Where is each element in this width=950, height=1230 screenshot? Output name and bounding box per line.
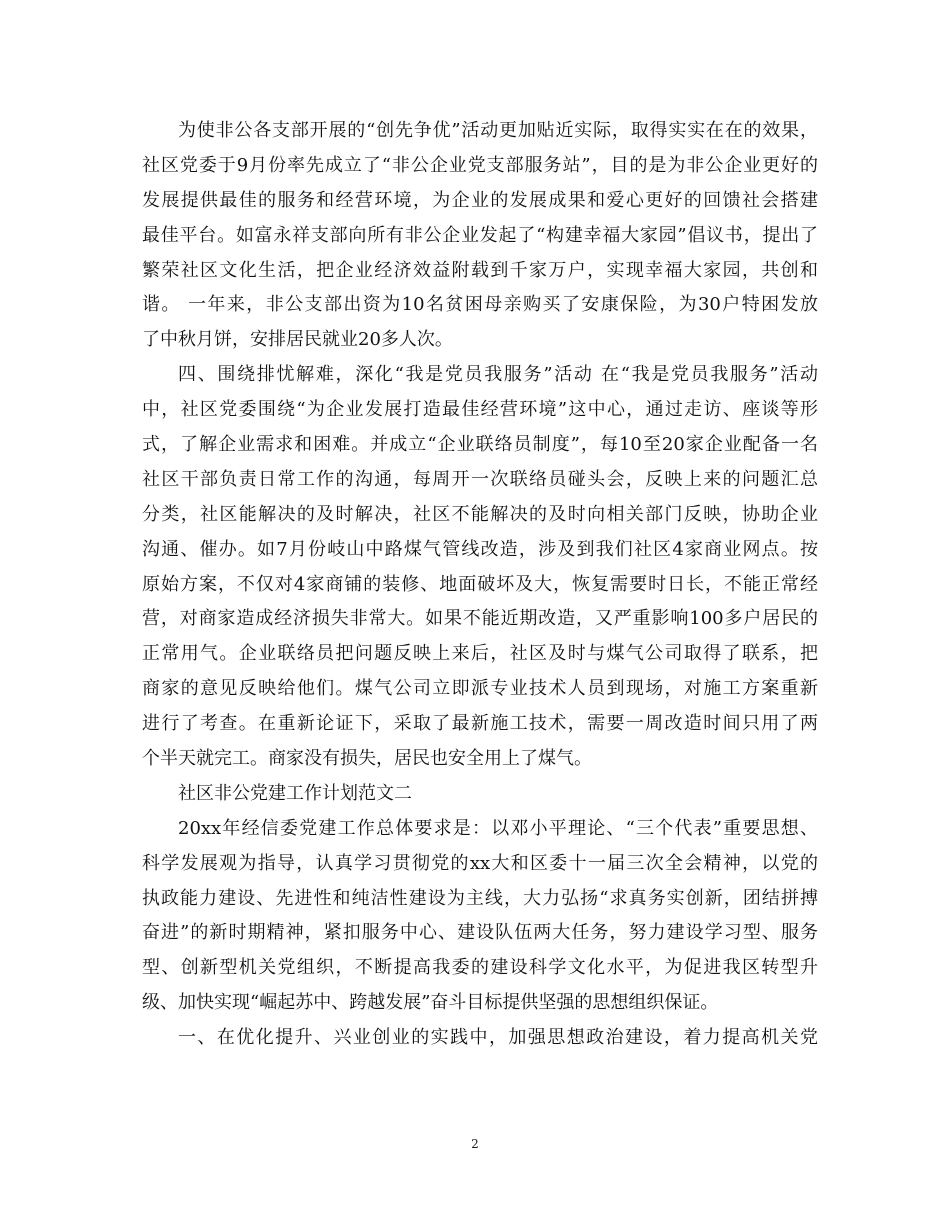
text-line: 四、围绕排忧解难，深化“我是党员我服务”活动 在“我是党员我服务”活动	[178, 364, 818, 386]
text-line: 分类，社区能解决的及时解决，社区不能解决的及时向相关部门反映，协助企业	[142, 503, 818, 525]
text-line: 进行了考查。在重新论证下，采取了最新施工技术，需要一周改造时间只用了两	[142, 713, 818, 735]
text-line: 一、在优化提升、兴业创业的实践中，加强思想政治建设，着力提高机关党	[178, 1027, 818, 1049]
text-line: 沟通、催办。如7月份岐山中路煤气管线改造，涉及到我们社区4家商业网点。按	[142, 538, 818, 560]
text-line: 社区干部负责日常工作的沟通，每周开一次联络员碰头会，反映上来的问题汇总	[142, 468, 818, 490]
text-line: 级、加快实现“崛起苏中、跨越发展”奋斗目标提供坚强的思想组织保证。	[142, 992, 719, 1014]
text-line: 繁荣社区文化生活，把企业经济效益附载到千家万户，实现幸福大家园，共创和	[142, 259, 818, 281]
text-line: 为使非公各支部开展的“创先争优”活动更加贴近实际，取得实实在在的效果，	[178, 120, 818, 141]
text-line: 社区党委于9月份率先成立了“非公企业党支部服务站”，目的是为非公企业更好的	[142, 154, 818, 176]
page-number: 2	[471, 1137, 479, 1151]
text-line: 奋进”的新时期精神，紧扣服务中心、建设队伍两大任务，努力建设学习型、服务	[142, 922, 818, 944]
text-line: 个半天就完工。商家没有损失，居民也安全用上了煤气。	[142, 748, 592, 770]
text-line: 20xx年经信委党建工作总体要求是：以邓小平理论、“三个代表”重要思想、	[178, 817, 818, 839]
text-line: 谐。 一年来，非公支部出资为10名贫困母亲购买了安康保险，为30户特困发放	[142, 294, 818, 316]
text-line: 营，对商家造成经济损失非常大。如果不能近期改造，又严重影响100多户居民的	[142, 608, 818, 630]
text-line: 执政能力建设、先进性和纯洁性建设为主线，大力弘扬“求真务实创新，团结拼搏	[142, 887, 818, 909]
text-line: 科学发展观为指导，认真学习贯彻党的xx大和区委十一届三次全会精神，以党的	[142, 852, 818, 874]
document-body	[142, 114, 818, 1056]
text-line: 式，了解企业需求和困难。并成立“企业联络员制度”，每10至20家企业配备一名	[142, 434, 818, 456]
text-line: 最佳平台。如富永祥支部向所有非公企业发起了“构建幸福大家园”倡议书，提出了	[142, 224, 818, 246]
text-line: 商家的意见反映给他们。煤气公司立即派专业技术人员到现场，对施工方案重新	[142, 678, 818, 700]
text-line: 正常用气。企业联络员把问题反映上来后，社区及时与煤气公司取得了联系，把	[142, 643, 818, 665]
text-line: 社区非公党建工作计划范文二	[178, 782, 412, 804]
text-line: 发展提供最佳的服务和经营环境，为企业的发展成果和爱心更好的回馈社会搭建	[142, 189, 818, 211]
text-line: 型、创新型机关党组织，不断提高我委的建设科学文化水平，为促进我区转型升	[142, 957, 818, 979]
text-line: 了中秋月饼，安排居民就业20多人次。	[142, 329, 453, 351]
text-line: 原始方案，不仅对4家商铺的装修、地面破坏及大，恢复需要时日长，不能正常经	[142, 573, 818, 595]
text-line: 中，社区党委围绕“为企业发展打造最佳经营环境”这中心，通过走访、座谈等形	[142, 399, 818, 421]
